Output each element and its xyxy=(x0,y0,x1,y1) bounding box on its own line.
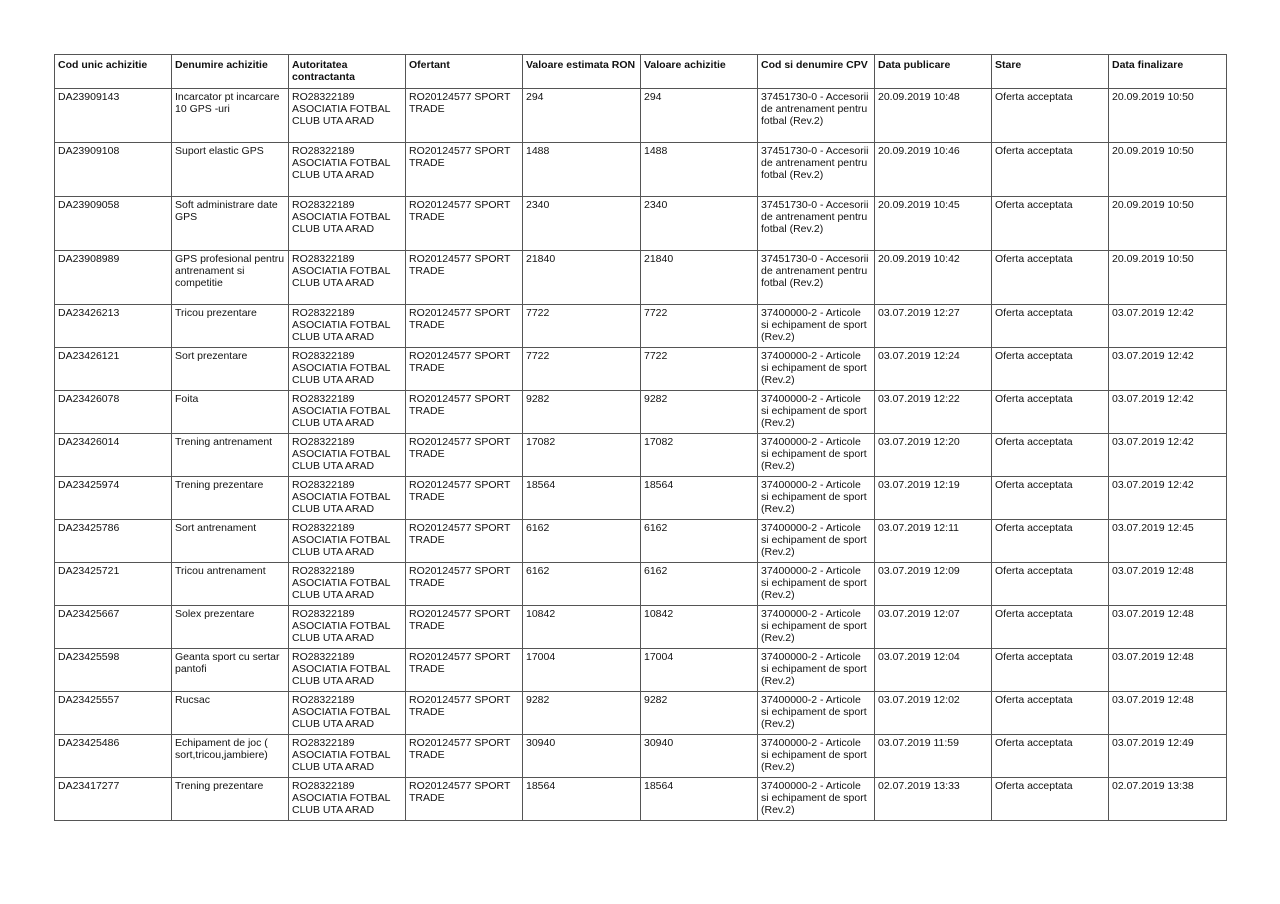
header-cod-unic: Cod unic achizitie xyxy=(55,55,172,89)
cell-stare: Oferta acceptata xyxy=(992,778,1109,821)
cell-valoare-achizitie: 7722 xyxy=(641,348,758,391)
cell-valoare-estimata: 2340 xyxy=(523,197,641,251)
procurement-table xyxy=(54,54,1227,821)
cell-data-publicare: 03.07.2019 12:04 xyxy=(875,649,992,692)
cell-cod-unic: DA23426014 xyxy=(55,434,172,477)
cell-valoare-estimata: 21840 xyxy=(523,251,641,305)
cell-data-publicare: 20.09.2019 10:48 xyxy=(875,89,992,143)
cell-data-finalizare: 03.07.2019 12:48 xyxy=(1109,606,1227,649)
cell-stare: Oferta acceptata xyxy=(992,692,1109,735)
cell-denumire: Trening prezentare xyxy=(172,778,289,821)
table-row xyxy=(55,735,1227,778)
cell-cod-unic: DA23417277 xyxy=(55,778,172,821)
cell-valoare-estimata: 17082 xyxy=(523,434,641,477)
header-autoritate: Autoritatea contractanta xyxy=(289,55,406,89)
cell-valoare-achizitie: 9282 xyxy=(641,692,758,735)
cell-valoare-achizitie: 2340 xyxy=(641,197,758,251)
cell-ofertant: RO20124577 SPORT TRADE xyxy=(406,251,523,305)
cell-stare: Oferta acceptata xyxy=(992,606,1109,649)
cell-stare: Oferta acceptata xyxy=(992,477,1109,520)
cell-ofertant: RO20124577 SPORT TRADE xyxy=(406,692,523,735)
table-row xyxy=(55,434,1227,477)
cell-autoritate: RO28322189 ASOCIATIA FOTBAL CLUB UTA ARAD xyxy=(289,477,406,520)
cell-ofertant: RO20124577 SPORT TRADE xyxy=(406,563,523,606)
cell-valoare-estimata: 6162 xyxy=(523,563,641,606)
cell-cpv: 37400000-2 - Articole si echipament de sport (Rev.2) xyxy=(758,434,875,477)
cell-stare: Oferta acceptata xyxy=(992,89,1109,143)
cell-valoare-estimata: 6162 xyxy=(523,520,641,563)
cell-data-finalizare: 03.07.2019 12:42 xyxy=(1109,305,1227,348)
cell-cod-unic: DA23425557 xyxy=(55,692,172,735)
cell-valoare-achizitie: 9282 xyxy=(641,391,758,434)
cell-data-publicare: 03.07.2019 12:27 xyxy=(875,305,992,348)
cell-cpv: 37400000-2 - Articole si echipament de sport (Rev.2) xyxy=(758,391,875,434)
cell-cpv: 37400000-2 - Articole si echipament de sport (Rev.2) xyxy=(758,692,875,735)
cell-cod-unic: DA23909058 xyxy=(55,197,172,251)
cell-valoare-estimata: 294 xyxy=(523,89,641,143)
cell-data-finalizare: 03.07.2019 12:42 xyxy=(1109,477,1227,520)
cell-cod-unic: DA23426078 xyxy=(55,391,172,434)
cell-data-finalizare: 03.07.2019 12:48 xyxy=(1109,692,1227,735)
cell-denumire: Geanta sport cu sertar pantofi xyxy=(172,649,289,692)
cell-valoare-achizitie: 17004 xyxy=(641,649,758,692)
cell-denumire: Solex prezentare xyxy=(172,606,289,649)
cell-data-finalizare: 02.07.2019 13:38 xyxy=(1109,778,1227,821)
table-row xyxy=(55,606,1227,649)
header-data-finalizare: Data finalizare xyxy=(1109,55,1227,89)
cell-data-publicare: 03.07.2019 12:09 xyxy=(875,563,992,606)
cell-cod-unic: DA23425786 xyxy=(55,520,172,563)
table-row xyxy=(55,251,1227,305)
cell-denumire: Foita xyxy=(172,391,289,434)
cell-valoare-estimata: 17004 xyxy=(523,649,641,692)
cell-valoare-estimata: 18564 xyxy=(523,477,641,520)
cell-data-finalizare: 03.07.2019 12:42 xyxy=(1109,434,1227,477)
cell-cpv: 37400000-2 - Articole si echipament de sport (Rev.2) xyxy=(758,649,875,692)
cell-data-publicare: 03.07.2019 12:24 xyxy=(875,348,992,391)
cell-cpv: 37400000-2 - Articole si echipament de sport (Rev.2) xyxy=(758,305,875,348)
cell-data-finalizare: 03.07.2019 12:42 xyxy=(1109,391,1227,434)
cell-data-finalizare: 03.07.2019 12:49 xyxy=(1109,735,1227,778)
cell-data-finalizare: 20.09.2019 10:50 xyxy=(1109,143,1227,197)
cell-cod-unic: DA23426121 xyxy=(55,348,172,391)
cell-data-finalizare: 20.09.2019 10:50 xyxy=(1109,89,1227,143)
cell-cpv: 37400000-2 - Articole si echipament de sport (Rev.2) xyxy=(758,778,875,821)
cell-autoritate: RO28322189 ASOCIATIA FOTBAL CLUB UTA ARAD xyxy=(289,520,406,563)
cell-autoritate: RO28322189 ASOCIATIA FOTBAL CLUB UTA ARAD xyxy=(289,251,406,305)
cell-ofertant: RO20124577 SPORT TRADE xyxy=(406,649,523,692)
cell-autoritate: RO28322189 ASOCIATIA FOTBAL CLUB UTA ARAD xyxy=(289,348,406,391)
cell-valoare-estimata: 7722 xyxy=(523,348,641,391)
cell-valoare-achizitie: 294 xyxy=(641,89,758,143)
cell-cod-unic: DA23909143 xyxy=(55,89,172,143)
cell-denumire: Sort prezentare xyxy=(172,348,289,391)
cell-data-publicare: 02.07.2019 13:33 xyxy=(875,778,992,821)
cell-denumire: Trening prezentare xyxy=(172,477,289,520)
cell-data-publicare: 03.07.2019 12:11 xyxy=(875,520,992,563)
cell-data-finalizare: 03.07.2019 12:45 xyxy=(1109,520,1227,563)
cell-data-publicare: 03.07.2019 12:20 xyxy=(875,434,992,477)
table-row xyxy=(55,143,1227,197)
cell-data-publicare: 03.07.2019 12:19 xyxy=(875,477,992,520)
cell-autoritate: RO28322189 ASOCIATIA FOTBAL CLUB UTA ARAD xyxy=(289,391,406,434)
cell-autoritate: RO28322189 ASOCIATIA FOTBAL CLUB UTA ARAD xyxy=(289,735,406,778)
cell-cpv: 37451730-0 - Accesorii de antrenament pentru fotbal (Rev.2) xyxy=(758,251,875,305)
cell-valoare-achizitie: 18564 xyxy=(641,778,758,821)
table-row xyxy=(55,391,1227,434)
cell-ofertant: RO20124577 SPORT TRADE xyxy=(406,520,523,563)
cell-valoare-achizitie: 6162 xyxy=(641,520,758,563)
header-valoare-achizitie: Valoare achizitie xyxy=(641,55,758,89)
cell-cpv: 37400000-2 - Articole si echipament de sport (Rev.2) xyxy=(758,606,875,649)
cell-stare: Oferta acceptata xyxy=(992,197,1109,251)
cell-data-publicare: 20.09.2019 10:42 xyxy=(875,251,992,305)
cell-cod-unic: DA23425486 xyxy=(55,735,172,778)
cell-denumire: Soft administrare date GPS xyxy=(172,197,289,251)
table-row xyxy=(55,692,1227,735)
cell-ofertant: RO20124577 SPORT TRADE xyxy=(406,477,523,520)
cell-stare: Oferta acceptata xyxy=(992,649,1109,692)
cell-data-publicare: 03.07.2019 12:02 xyxy=(875,692,992,735)
cell-valoare-achizitie: 30940 xyxy=(641,735,758,778)
cell-cod-unic: DA23425721 xyxy=(55,563,172,606)
cell-data-publicare: 03.07.2019 12:07 xyxy=(875,606,992,649)
cell-cpv: 37400000-2 - Articole si echipament de sport (Rev.2) xyxy=(758,520,875,563)
cell-valoare-estimata: 30940 xyxy=(523,735,641,778)
cell-data-finalizare: 03.07.2019 12:48 xyxy=(1109,563,1227,606)
cell-stare: Oferta acceptata xyxy=(992,434,1109,477)
cell-denumire: Tricou antrenament xyxy=(172,563,289,606)
header-data-publicare: Data publicare xyxy=(875,55,992,89)
cell-ofertant: RO20124577 SPORT TRADE xyxy=(406,143,523,197)
cell-autoritate: RO28322189 ASOCIATIA FOTBAL CLUB UTA ARAD xyxy=(289,197,406,251)
cell-valoare-estimata: 10842 xyxy=(523,606,641,649)
cell-cpv: 37400000-2 - Articole si echipament de sport (Rev.2) xyxy=(758,735,875,778)
cell-valoare-achizitie: 21840 xyxy=(641,251,758,305)
cell-data-publicare: 20.09.2019 10:45 xyxy=(875,197,992,251)
cell-valoare-estimata: 1488 xyxy=(523,143,641,197)
cell-data-finalizare: 03.07.2019 12:42 xyxy=(1109,348,1227,391)
cell-cpv: 37451730-0 - Accesorii de antrenament pentru fotbal (Rev.2) xyxy=(758,89,875,143)
cell-autoritate: RO28322189 ASOCIATIA FOTBAL CLUB UTA ARAD xyxy=(289,434,406,477)
header-denumire: Denumire achizitie xyxy=(172,55,289,89)
cell-data-finalizare: 20.09.2019 10:50 xyxy=(1109,251,1227,305)
cell-denumire: Trening antrenament xyxy=(172,434,289,477)
table-row xyxy=(55,89,1227,143)
header-valoare-estimata: Valoare estimata RON xyxy=(523,55,641,89)
cell-valoare-estimata: 9282 xyxy=(523,391,641,434)
cell-autoritate: RO28322189 ASOCIATIA FOTBAL CLUB UTA ARAD xyxy=(289,649,406,692)
cell-denumire: Tricou prezentare xyxy=(172,305,289,348)
cell-valoare-estimata: 18564 xyxy=(523,778,641,821)
cell-valoare-achizitie: 1488 xyxy=(641,143,758,197)
cell-data-publicare: 03.07.2019 12:22 xyxy=(875,391,992,434)
header-stare: Stare xyxy=(992,55,1109,89)
cell-autoritate: RO28322189 ASOCIATIA FOTBAL CLUB UTA ARAD xyxy=(289,563,406,606)
cell-denumire: Suport elastic GPS xyxy=(172,143,289,197)
cell-cod-unic: DA23908989 xyxy=(55,251,172,305)
cell-autoritate: RO28322189 ASOCIATIA FOTBAL CLUB UTA ARAD xyxy=(289,692,406,735)
table-body xyxy=(55,89,1227,821)
cell-stare: Oferta acceptata xyxy=(992,520,1109,563)
cell-denumire: GPS profesional pentru antrenament si competitie xyxy=(172,251,289,305)
cell-valoare-estimata: 9282 xyxy=(523,692,641,735)
cell-data-publicare: 03.07.2019 11:59 xyxy=(875,735,992,778)
cell-ofertant: RO20124577 SPORT TRADE xyxy=(406,348,523,391)
header-row xyxy=(55,55,1227,89)
cell-ofertant: RO20124577 SPORT TRADE xyxy=(406,778,523,821)
table-header xyxy=(55,55,1227,89)
cell-cpv: 37400000-2 - Articole si echipament de sport (Rev.2) xyxy=(758,477,875,520)
cell-cod-unic: DA23425598 xyxy=(55,649,172,692)
cell-autoritate: RO28322189 ASOCIATIA FOTBAL CLUB UTA ARAD xyxy=(289,89,406,143)
cell-stare: Oferta acceptata xyxy=(992,391,1109,434)
cell-cpv: 37400000-2 - Articole si echipament de sport (Rev.2) xyxy=(758,563,875,606)
cell-cod-unic: DA23425667 xyxy=(55,606,172,649)
table-row xyxy=(55,649,1227,692)
cell-data-publicare: 20.09.2019 10:46 xyxy=(875,143,992,197)
cell-stare: Oferta acceptata xyxy=(992,305,1109,348)
cell-stare: Oferta acceptata xyxy=(992,143,1109,197)
cell-ofertant: RO20124577 SPORT TRADE xyxy=(406,305,523,348)
cell-denumire: Echipament de joc ( sort,tricou,jambiere) xyxy=(172,735,289,778)
cell-autoritate: RO28322189 ASOCIATIA FOTBAL CLUB UTA ARAD xyxy=(289,143,406,197)
procurement-sheet xyxy=(54,54,1226,821)
table-row xyxy=(55,563,1227,606)
cell-cod-unic: DA23909108 xyxy=(55,143,172,197)
cell-valoare-achizitie: 7722 xyxy=(641,305,758,348)
cell-data-finalizare: 20.09.2019 10:50 xyxy=(1109,197,1227,251)
cell-cpv: 37451730-0 - Accesorii de antrenament pentru fotbal (Rev.2) xyxy=(758,197,875,251)
cell-cpv: 37451730-0 - Accesorii de antrenament pentru fotbal (Rev.2) xyxy=(758,143,875,197)
table-row xyxy=(55,520,1227,563)
cell-valoare-estimata: 7722 xyxy=(523,305,641,348)
cell-stare: Oferta acceptata xyxy=(992,348,1109,391)
header-cpv: Cod si denumire CPV xyxy=(758,55,875,89)
cell-valoare-achizitie: 6162 xyxy=(641,563,758,606)
cell-denumire: Sort antrenament xyxy=(172,520,289,563)
cell-valoare-achizitie: 10842 xyxy=(641,606,758,649)
cell-ofertant: RO20124577 SPORT TRADE xyxy=(406,197,523,251)
cell-valoare-achizitie: 17082 xyxy=(641,434,758,477)
cell-stare: Oferta acceptata xyxy=(992,735,1109,778)
table-row xyxy=(55,197,1227,251)
header-ofertant: Ofertant xyxy=(406,55,523,89)
cell-cod-unic: DA23425974 xyxy=(55,477,172,520)
cell-ofertant: RO20124577 SPORT TRADE xyxy=(406,89,523,143)
cell-denumire: Rucsac xyxy=(172,692,289,735)
table-row xyxy=(55,348,1227,391)
cell-cod-unic: DA23426213 xyxy=(55,305,172,348)
cell-ofertant: RO20124577 SPORT TRADE xyxy=(406,391,523,434)
cell-stare: Oferta acceptata xyxy=(992,251,1109,305)
table-row xyxy=(55,305,1227,348)
cell-denumire: Incarcator pt incarcare 10 GPS -uri xyxy=(172,89,289,143)
cell-autoritate: RO28322189 ASOCIATIA FOTBAL CLUB UTA ARAD xyxy=(289,778,406,821)
cell-stare: Oferta acceptata xyxy=(992,563,1109,606)
cell-autoritate: RO28322189 ASOCIATIA FOTBAL CLUB UTA ARAD xyxy=(289,305,406,348)
table-row xyxy=(55,778,1227,821)
cell-autoritate: RO28322189 ASOCIATIA FOTBAL CLUB UTA ARAD xyxy=(289,606,406,649)
cell-data-finalizare: 03.07.2019 12:48 xyxy=(1109,649,1227,692)
cell-valoare-achizitie: 18564 xyxy=(641,477,758,520)
table-row xyxy=(55,477,1227,520)
cell-ofertant: RO20124577 SPORT TRADE xyxy=(406,606,523,649)
cell-ofertant: RO20124577 SPORT TRADE xyxy=(406,735,523,778)
cell-cpv: 37400000-2 - Articole si echipament de sport (Rev.2) xyxy=(758,348,875,391)
cell-ofertant: RO20124577 SPORT TRADE xyxy=(406,434,523,477)
